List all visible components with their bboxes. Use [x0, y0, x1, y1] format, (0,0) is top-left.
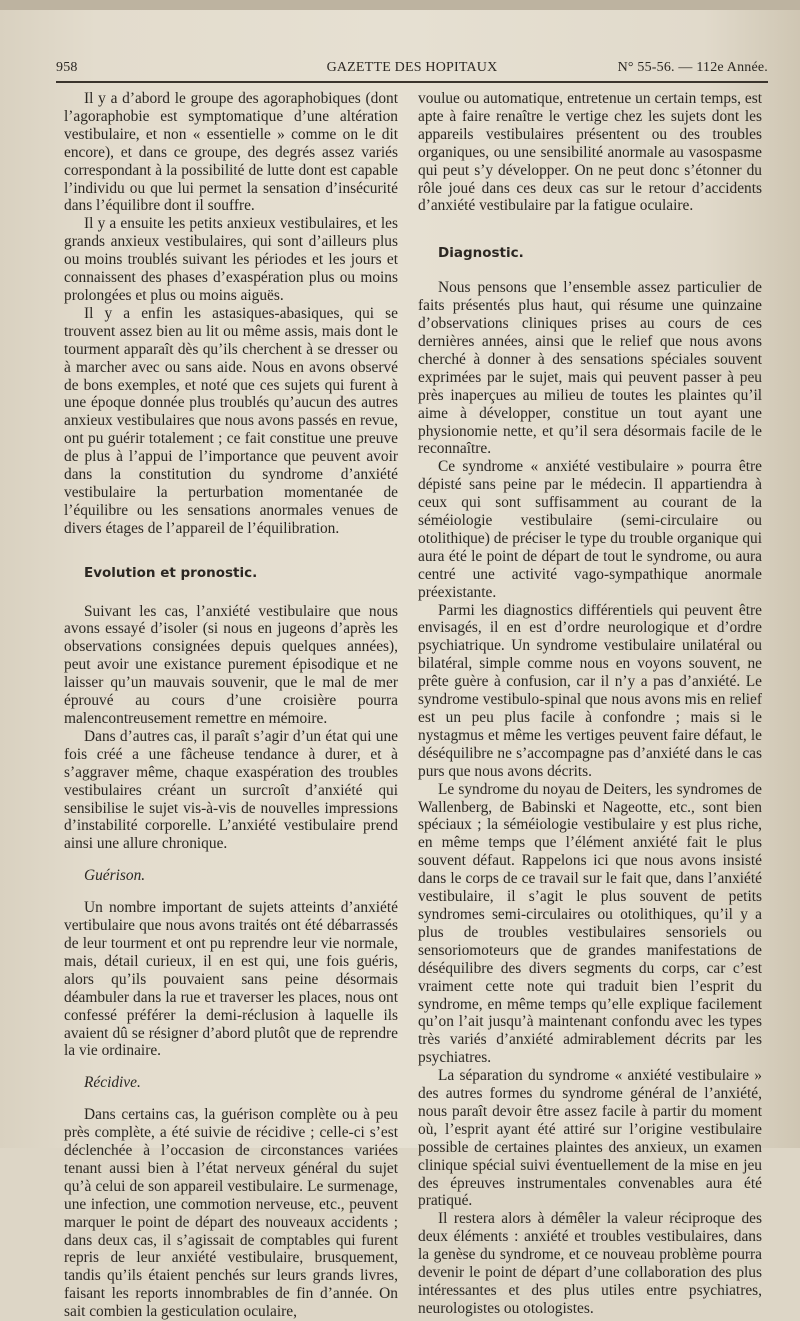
right-column — [418, 90, 762, 1318]
paragraph: Un nombre important de sujets atteints d’anxiété vertibulaire que nous avons traités ont été débarrassés de leur tourment et ont pu reprendre leur vie normale, mais, détail curieux, il en est qui, une fois guéris, alors qu’ils pouvaient sans peine désormais déambuler dans la rue et traverser les places, nous ont confessé préférer la demi-réclusion à laquelle ils avaient dû se résigner d’abord plutôt que de reprendre la vie ordinaire. — [64, 899, 398, 1060]
paragraph: Le syndrome du noyau de Deiters, les syndromes de Wallenberg, de Babinski et Nageotte, etc., sont bien spéciaux ; la séméiologie vestibulaire y est plus riche, en même temps que l’élément anxiété fait le plus souvent défaut. Rappelons ici que nous avons insisté dans le corps de ce travail sur le fait que, dans l’anxiété vestibulaire, il s’agit le plus souvent de petits syndromes semi-circulaires ou otolithiques, qu’il y a plus de troubles vestibulaires sensoriels ou sensoriomoteurs que de grandes manifestations de déséquilibre des divers segments du corps, car c’est vraiment cette note qui traduit bien l’esprit du syndrome, en même temps qu’elle explique facilement qu’on l’ait jusqu’à maintenant confondu avec les types très variés d’anxiété admirablement décrits par les psychiatres. — [418, 780, 762, 1067]
scan-top-edge — [0, 0, 800, 10]
paragraph: Nous pensons que l’ensemble assez particulier de faits présentés plus haut, qui résume une quinzaine d’observations cliniques prises au cours de ces dernières années, ainsi que le relief que nous avons cherché à donner à des sensations spéciales souvent exprimées par le sujet, mais qui peuvent passer à peu près inaperçues au milieu de toutes les plaintes qu’il aime à développer, constitue un tout ayant une physionomie nette, et qu’il sera désormais facile de le reconnaître. — [418, 279, 762, 458]
paragraph: Dans certains cas, la guérison complète ou à peu près complète, a été suivie de récidive ; celle-ci s’est déclenchée à l’occasion de circonstances variées tenant aussi bien à l’état nerveux général du sujet qu’à celui de son appareil vestibulaire. Le surmenage, une infection, une commotion nerveuse, etc., peuvent marquer le point de départ des nouveaux accidents ; dans deux cas, il s’agissait de comptables qui furent repris de leur anxiété vestibulaire, brusquement, tandis qu’ils étaient penchés sur leurs grands livres, faisant les reports innombrables de fin d’année. On sait combien la gesticulation oculaire, — [64, 1106, 398, 1321]
paragraph: Il y a ensuite les petits anxieux vestibulaires, et les grands anxieux vestibulaires, qui sont d’ailleurs plus ou moins troublés suivant les périodes et les jours et connaissent des phases d’exaspération plus ou moins prolongées et plus ou moins aiguës. — [64, 215, 398, 304]
paragraph: Il restera alors à démêler la valeur réciproque des deux éléments : anxiété et troubles vestibulaires, dans la genèse du syndrome, et ce nouveau problème pourra devenir le point de départ d’une collaboration des plus intéressantes et des plus utiles entre psychiatres, neurologistes ou otologistes. — [418, 1210, 762, 1317]
paragraph: Il y a d’abord le groupe des agoraphobiques (dont l’agoraphobie est symptomatique d’une altération vestibulaire, et non « essentielle » comme on le dit encore), et dans ce groupe, des degrés assez variés correspondant à la possibilité de lutte dont est capable l’individu ou que lui permet la sensation d’insécurité dans l’équilibre dont il souffre. — [64, 90, 398, 215]
paragraph: voulue ou automatique, entretenue un certain temps, est apte à faire renaître le vertige chez les sujets dont les appareils vestibulaires présentent ou des troubles organiques, ou une sensibilité anormale au vasospasme qui peut s’y développer. On ne peut donc s’étonner du rôle joué dans ces deux cas sur le retour d’accidents d’anxiété vestibulaire par la fatigue oculaire. — [418, 90, 762, 215]
paragraph: Il y a enfin les astasiques-abasiques, qui se trouvent assez bien au lit ou même assis, mais dont le tourment apparaît dès qu’ils cherchent à se dresser ou à marcher avec ou sans aide. Nous en avons observé de bons exemples, et noté que ces sujets qui furent à une époque donnée plus troublés qu’aucun des autres anxieux vestibulaires que nous avons passés en revue, ont pu guérir totalement ; ce fait constitue une preuve de plus à l’appui de l’importance que peuvent avoir dans la constitution du syndrome d’anxiété vestibulaire la perturbation momentanée de l’équilibre ou les sensations anormales venues de divers étages de l’appareil de l’équilibration. — [64, 304, 398, 537]
journal-title: GAZETTE DES HOPITAUX — [326, 60, 498, 75]
paragraph: La séparation du syndrome « anxiété vestibulaire » des autres formes du syndrome général de l’anxiété, nous paraît devoir être assez facile à partir du moment où, l’esprit ayant été attiré sur l’origine vestibulaire possible de certaines plaintes des anxieux, un examen clinique spécial suivi éventuellement de la mise en jeu des épreuves instrumentales convenables aura été pratiqué. — [418, 1067, 762, 1210]
subheading-recidive: Récidive. — [84, 1074, 141, 1092]
header-rule — [56, 81, 768, 83]
issue-info: N° 55-56. — 112e Année. — [617, 60, 768, 75]
section-heading-diagnostic: Diagnostic. — [438, 245, 524, 262]
page-number: 958 — [56, 60, 78, 75]
paragraph: Ce syndrome « anxiété vestibulaire » pourra être dépisté sans peine par le médecin. Il appartiendra à ceux qui sont suffisamment au courant de la séméiologie vestibulaire (semi-circulaire ou otolithique) de préciser le type du trouble organique qui aura été le point de départ de tout le syndrome, ou aura centré une activité vago-sympathique anormale préexistante. — [418, 458, 762, 601]
section-heading-evolution: Evolution et pronostic. — [84, 564, 258, 581]
running-header — [56, 60, 768, 78]
subheading-guerison: Guérison. — [84, 867, 146, 885]
paragraph: Suivant les cas, l’anxiété vestibulaire que nous avons essayé d’isoler (si nous en jugeons d’après les observations consignées depuis quelques années), peut avoir une existance purement épisodique et ne laisser qu’un mauvais souvenir, que le mal de mer éprouvé au cours d’une croisière pourra malencontreusement remettre en mémoire. — [64, 602, 398, 727]
paragraph: Parmi les diagnostics différentiels qui peuvent être envisagés, il en est d’ordre neurologique et d’ordre psychiatrique. Un syndrome vestibulaire unilatéral ou bilatéral, simple comme nous en voyons souvent, ne prête guère à confusion, car il n’y a pas d’anxiété. Le syndrome vestibulo-spinal que nous avons mis en relief est un peu plus facile à confondre ; mais si le nystagmus et même les vertiges peuvent faire défaut, le déséquilibre ne s’accompagne pas d’anxiété dans le cas purs que nous avons décrits. — [418, 601, 762, 780]
paragraph: Dans d’autres cas, il paraît s’agir d’un état qui une fois créé a une fâcheuse tendance à durer, et à s’aggraver même, chaque exaspération des troubles vestibulaires créant un surcroît d’anxiété qui sensibilise le sujet vis-à-vis de nouvelles impressions d’instabilité corporelle. L’anxiété vestibulaire prend ainsi une allure chronique. — [64, 727, 398, 853]
left-column — [64, 90, 398, 1321]
